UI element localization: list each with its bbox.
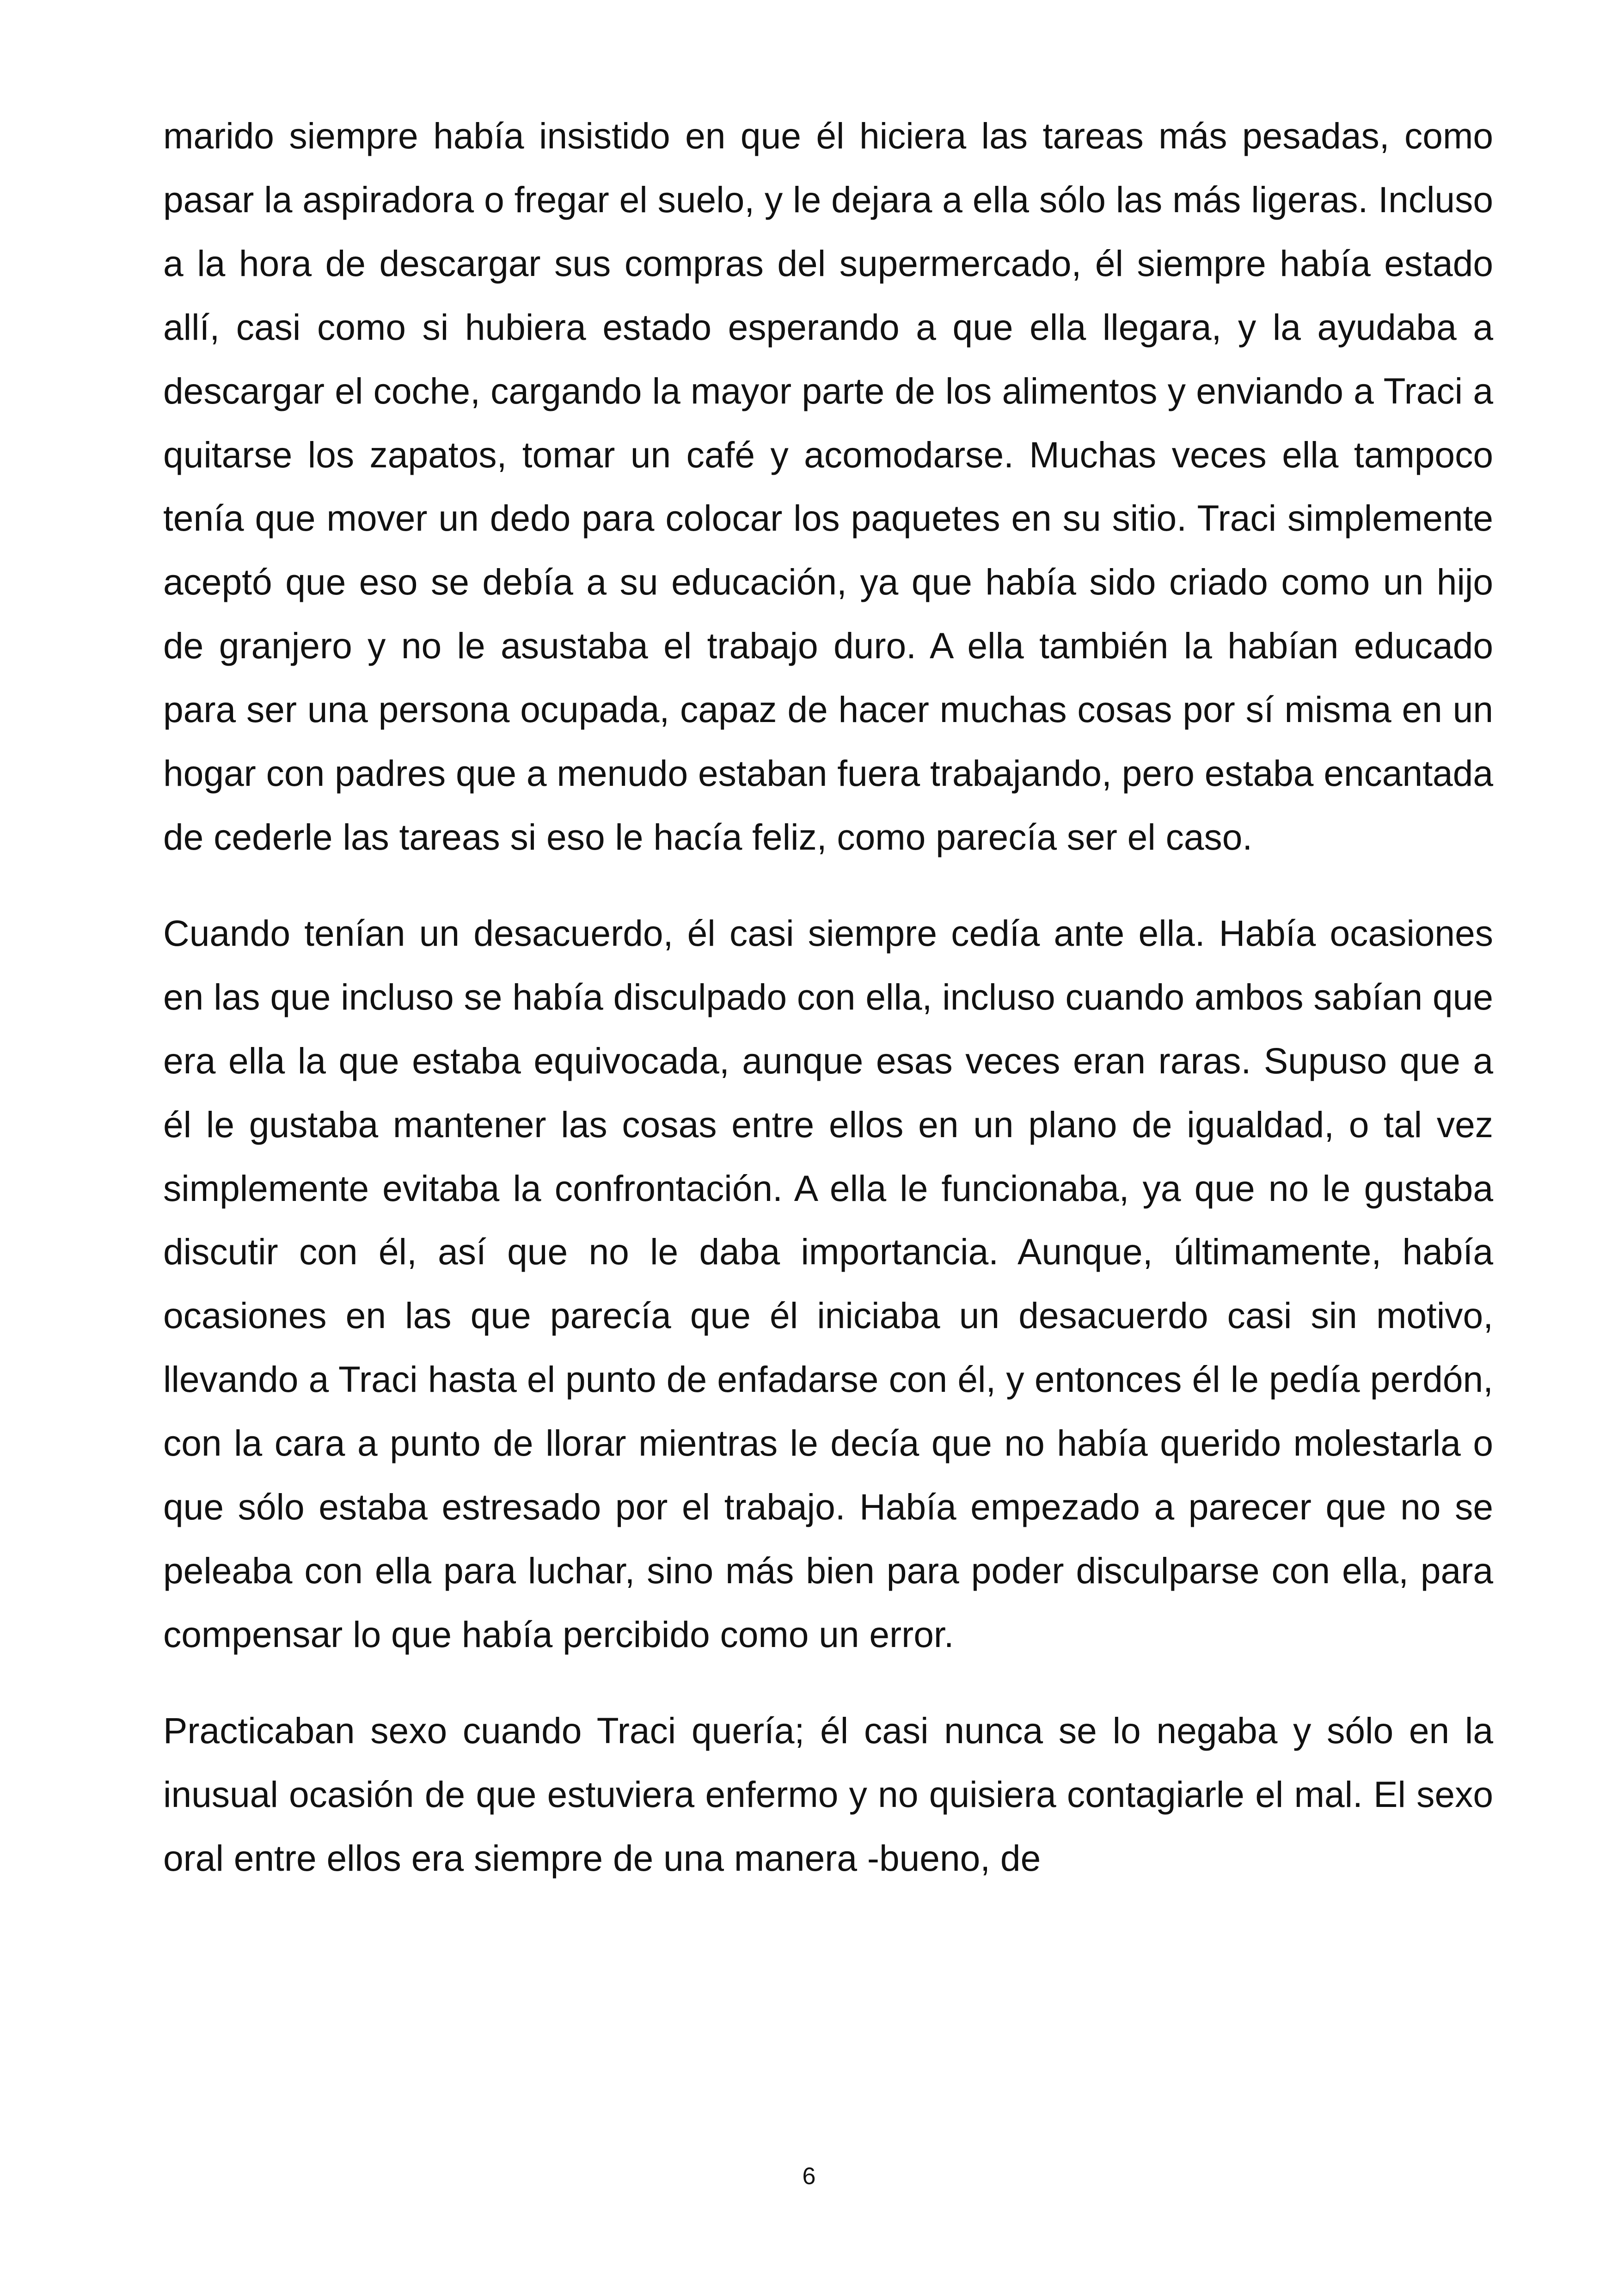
- paragraph-3: Practicaban sexo cuando Traci quería; él casi nunca se lo negaba y sólo en la inusual ocasión de que estuviera enfermo y no quisiera contagiarle el mal. El sexo oral entre ellos era siempre de una manera -bueno, de: [163, 1710, 1493, 1879]
- paragraph-2: Cuando tenían un desacuerdo, él casi siempre cedía ante ella. Había ocasiones en las que incluso se había disculpado con ella, incluso cuando ambos sabían que era ella la que estaba equivocada, aunque esas veces eran raras. Supuso que a él le gustaba mantener las cosas entre ellos en un plano de igualdad, o tal vez simplemente evitaba la confrontación. A ella le funcionaba, ya que no le gustaba discutir con él, así que no le daba importancia. Aunque, últimamente, había ocasiones en las que parecía que él iniciaba un desacuerdo casi sin motivo, llevando a Traci hasta el punto de enfadarse con él, y entonces él le pedía perdón, con la cara a punto de llorar mientras le decía que no había querido molestarla o que sólo estaba estresado por el trabajo. Había empezado a parecer que no se peleaba con ella para luchar, sino más bien para poder disculparse con ella, para compensar lo que había percibido como un error.: [163, 912, 1493, 1655]
- paragraph-1: marido siempre había insistido en que él hiciera las tareas más pesadas, como pasar la aspiradora o fregar el suelo, y le dejara a ella sólo las más ligeras. Incluso a la hora de descargar sus compras del supermercado, él siempre había estado allí, casi como si hubiera estado esperando a que ella llegara, y la ayudaba a descargar el coche, cargando la mayor parte de los alimentos y enviando a Traci a quitarse los zapatos, tomar un café y acomodarse. Muchas veces ella tampoco tenía que mover un dedo para colocar los paquetes en su sitio. Traci simplemente aceptó que eso se debía a su educación, ya que había sido criado como un hijo de granjero y no le asustaba el trabajo duro. A ella también la habían educado para ser una persona ocupada, capaz de hacer muchas cosas por sí misma en un hogar con padres que a menudo estaban fuera trabajando, pero estaba encantada de cederle las tareas si eso le hacía feliz, como parecía ser el caso.: [163, 116, 1493, 857]
- page-number: 6: [802, 2163, 816, 2190]
- body-text: [163, 104, 1493, 1890]
